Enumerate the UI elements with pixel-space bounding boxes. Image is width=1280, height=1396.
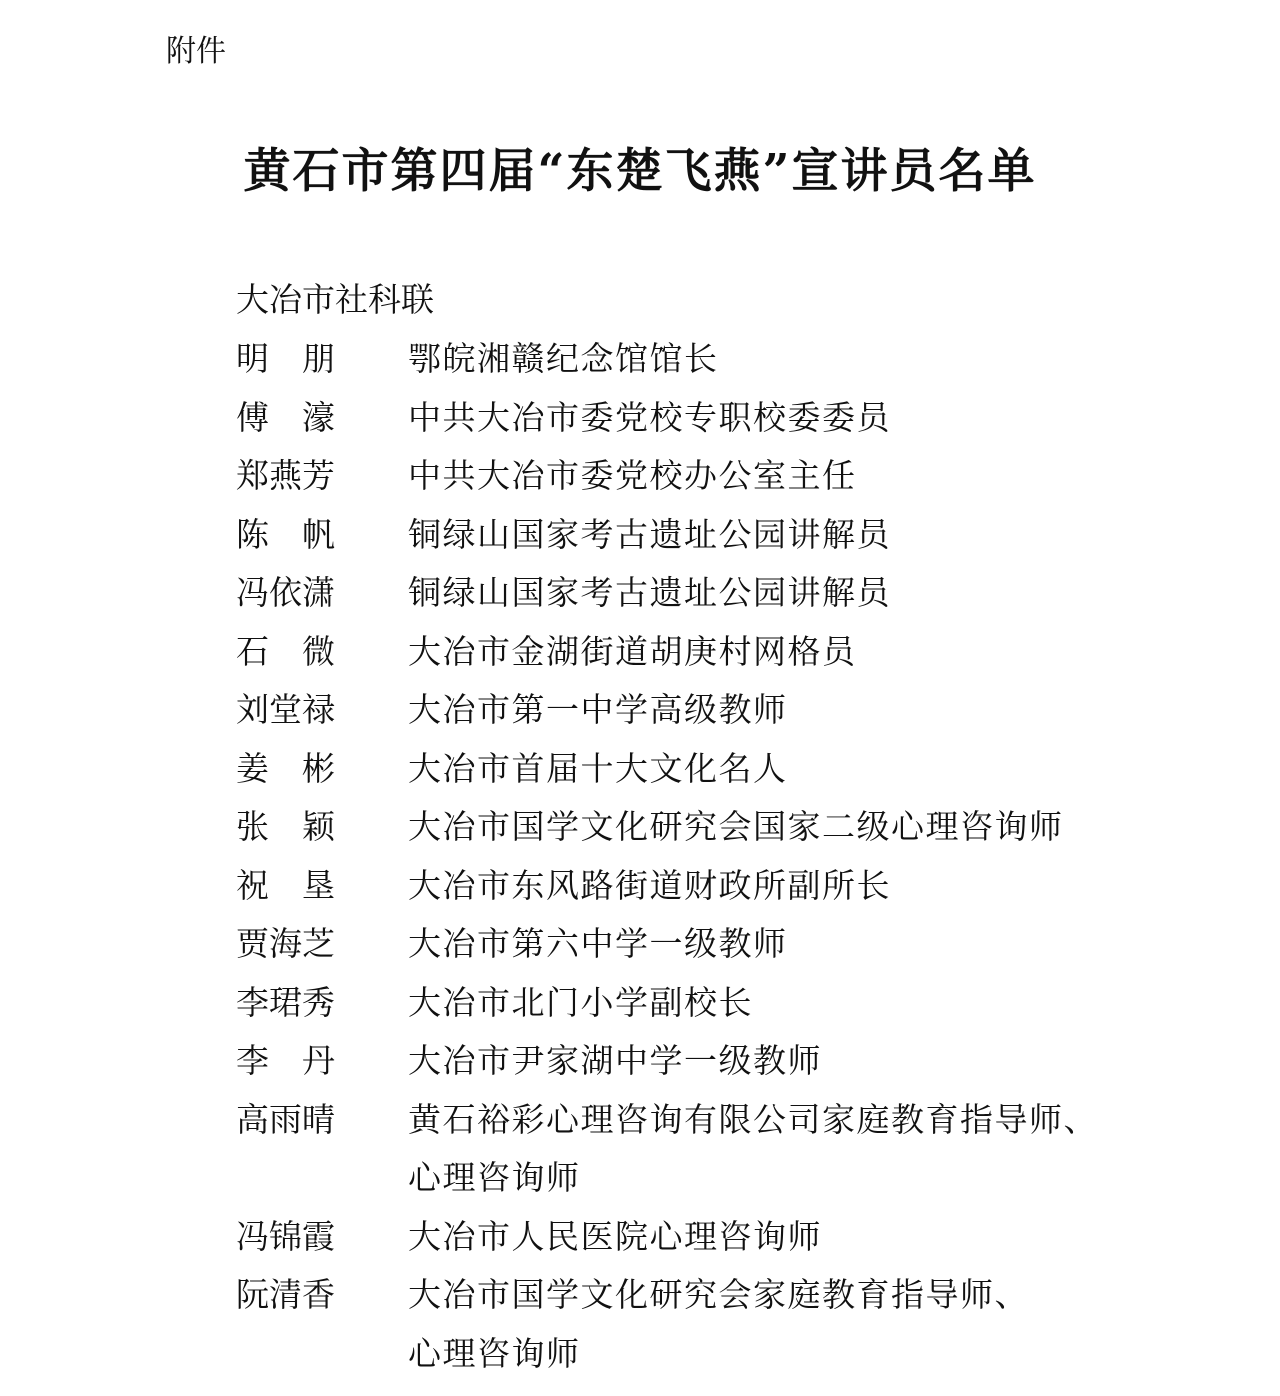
member-role xyxy=(408,447,1136,506)
member-row xyxy=(236,915,1136,974)
member-name: 姜 彬 xyxy=(236,748,335,788)
member-role-line: 大冶市东风路街道财政所副所长 xyxy=(408,865,891,905)
member-name: 明 朋 xyxy=(236,339,335,378)
member-role xyxy=(408,798,1136,857)
member-row xyxy=(236,447,1136,506)
member-role-line: 大冶市北门小学副校长 xyxy=(408,982,753,1022)
member-role xyxy=(408,1032,1136,1091)
member-name: 刘堂禄 xyxy=(236,690,335,729)
section-heading: 大冶市社科联 xyxy=(236,280,434,319)
member-name: 张 颖 xyxy=(236,807,335,846)
member-role-line: 铜绿山国家考古遗址公园讲解员 xyxy=(408,514,891,554)
member-row xyxy=(236,1032,1136,1091)
member-name: 傅 濠 xyxy=(236,397,335,437)
member-role-line: 大冶市人民医院心理咨询师 xyxy=(408,1216,822,1256)
member-role-line: 心理咨询师 xyxy=(408,1333,581,1373)
member-role xyxy=(408,623,1136,682)
member-row xyxy=(236,681,1136,740)
member-role-line: 鄂皖湘赣纪念馆馆长 xyxy=(408,339,719,378)
member-role-line: 大冶市国学文化研究会国家二级心理咨询师 xyxy=(408,807,1064,846)
member-row xyxy=(236,623,1136,682)
member-row xyxy=(236,564,1136,623)
member-role-line: 大冶市尹家湖中学一级教师 xyxy=(408,1041,822,1080)
member-row xyxy=(236,506,1136,565)
member-name: 郑燕芳 xyxy=(236,456,335,495)
member-role-line: 大冶市金湖街道胡庚村网格员 xyxy=(408,631,857,671)
member-row xyxy=(236,798,1136,857)
member-role xyxy=(408,915,1136,974)
member-row xyxy=(236,389,1136,448)
member-name: 李珺秀 xyxy=(236,982,335,1022)
member-role xyxy=(408,564,1136,623)
member-row xyxy=(236,330,1136,389)
member-row xyxy=(236,857,1136,916)
member-name: 阮清香 xyxy=(236,1275,335,1314)
member-role xyxy=(408,1208,1136,1267)
member-name: 石 微 xyxy=(236,631,335,671)
member-name: 贾海芝 xyxy=(236,924,335,963)
member-role xyxy=(408,681,1136,740)
member-role xyxy=(408,1266,1136,1383)
member-role xyxy=(408,389,1136,448)
member-role-line: 大冶市第一中学高级教师 xyxy=(408,690,788,729)
member-name: 李 丹 xyxy=(236,1041,335,1080)
member-name: 冯依潇 xyxy=(236,573,335,612)
member-name: 陈 帆 xyxy=(236,514,335,554)
member-role-line: 大冶市首届十大文化名人 xyxy=(408,748,788,788)
member-role-line: 大冶市国学文化研究会家庭教育指导师、 xyxy=(408,1275,1029,1314)
member-name: 高雨晴 xyxy=(236,1099,335,1139)
member-role-line: 黄石裕彩心理咨询有限公司家庭教育指导师、 xyxy=(408,1099,1098,1139)
document-title: 黄石市第四届“东楚飞燕”宣讲员名单 xyxy=(243,144,1037,199)
member-role xyxy=(408,330,1136,389)
member-role-line: 铜绿山国家考古遗址公园讲解员 xyxy=(408,573,891,612)
member-list xyxy=(236,330,1136,1383)
member-row xyxy=(236,1266,1136,1383)
member-role-line: 中共大冶市委党校专职校委委员 xyxy=(408,397,891,437)
member-row xyxy=(236,740,1136,799)
member-role xyxy=(408,1091,1136,1208)
member-role xyxy=(408,974,1136,1033)
member-role-line: 中共大冶市委党校办公室主任 xyxy=(408,456,857,495)
member-row xyxy=(236,1208,1136,1267)
member-role xyxy=(408,740,1136,799)
member-name: 祝 垦 xyxy=(236,865,335,905)
member-role-line: 心理咨询师 xyxy=(408,1158,581,1197)
member-name: 冯锦霞 xyxy=(236,1216,335,1256)
member-role xyxy=(408,857,1136,916)
member-role xyxy=(408,506,1136,565)
attachment-label: 附件 xyxy=(166,34,226,69)
member-row xyxy=(236,974,1136,1033)
member-row xyxy=(236,1091,1136,1208)
member-role-line: 大冶市第六中学一级教师 xyxy=(408,924,788,963)
